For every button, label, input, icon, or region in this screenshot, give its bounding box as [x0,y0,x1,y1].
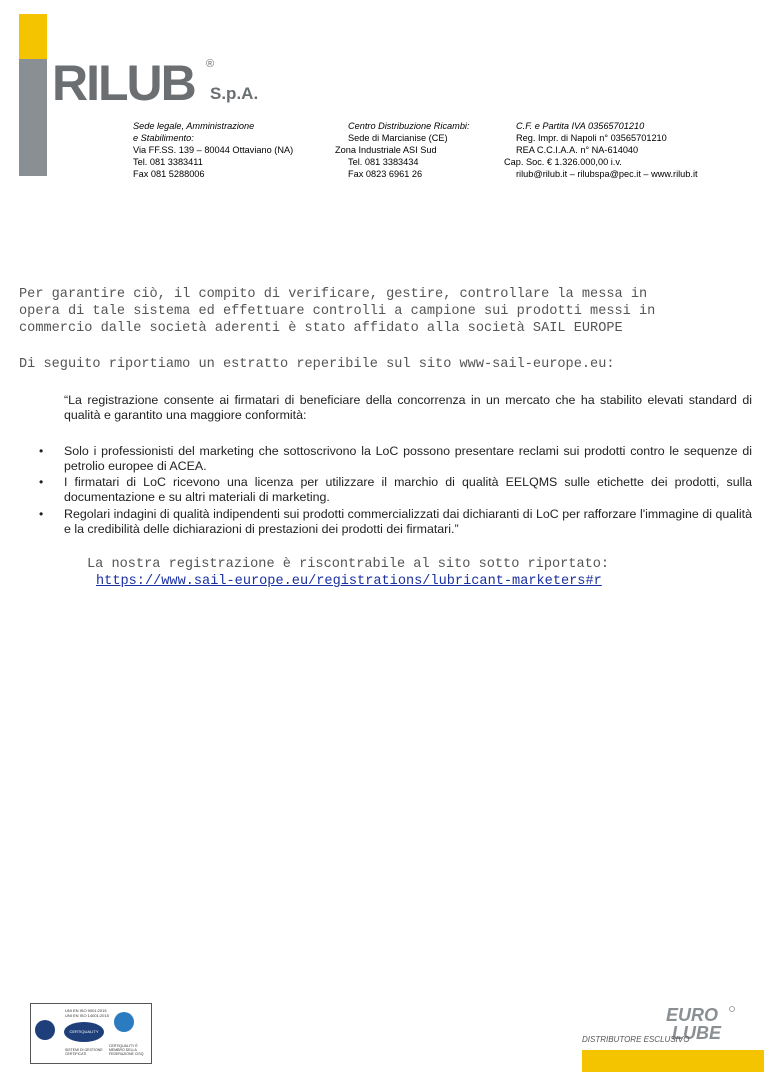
header-col-distribution [335,120,470,180]
footer-bar-yellow [582,1050,764,1072]
header-line: Cap. Soc. € 1.326.000,00 i.v. [504,157,622,167]
logo-registered-mark: ® [206,58,215,70]
cert-caption-right: CERTIQUALITY È MEMBRO DELLA FEDERAZIONE CISQ [109,1044,144,1056]
iqnet-seal-icon [35,1020,55,1040]
registration-link[interactable]: https://www.sail-europe.eu/registrations/lubricant-marketers#r [96,574,602,589]
rilub-logo-icon [52,58,215,106]
cert-standards [65,1008,109,1018]
header-line: REA C.C.I.A.A. n° NA-614040 [516,145,639,155]
header-line: e Stabilimento: [133,133,194,143]
logo-spa: S.p.A. [210,84,259,103]
brand-bar-yellow [19,14,47,59]
certification-badge [30,1003,152,1064]
header-col-company-info [504,120,698,180]
list-item [39,444,752,474]
list-item [39,507,752,537]
logo-wordmark: RILUB [52,58,195,106]
list-item [39,475,752,505]
cert-line: UNI EN ISO 9001:2015 [65,1008,107,1013]
header-col-headquarters [133,120,293,180]
excerpt-intro: Di seguito riportiamo un estratto reperibile sul sito www-sail-europe.eu: [19,357,615,372]
certiquality-seal-icon: CERTIQUALITY [64,1022,104,1042]
header-line: Zona Industriale ASI Sud [335,145,437,155]
header-line: Sede legale, Amministrazione [133,121,255,131]
accredia-seal-icon [114,1012,134,1032]
cert-caption-left: SISTEMI DI GESTIONE CERTIFICATI [65,1048,103,1056]
bullet-icon: • [39,475,44,489]
list-item-text: Regolari indagini di qualità indipendenti sui prodotti commercializzati dai dichiaranti di LoC per rafforzare l'immagine di qualità e la credibilità delle dichiarazioni di prestazioni dei prodotti dei firmatari.” [64,507,752,536]
quote-intro: “La registrazione consente ai firmatari di beneficiare della concorrenza in un mercato che ha stabilito elevati standard di qualità e garantito una maggiore conformità: [64,393,752,422]
header-line: Fax 0823 6961 26 [348,169,423,179]
paragraph-line: commercio dalle società aderenti è stato affidato alla società SAIL EUROPE [19,321,623,336]
company-logo [52,58,215,111]
header-line: Reg. Impr. di Napoli n° 03565701210 [516,133,667,143]
list-item-text: I firmatari di LoC ricevono una licenza per utilizzare il marchio di qualità EELQMS sulle etichette dei prodotti, sulla documentazione e su altri materiali di marketing. [64,475,752,504]
brand-bar-gray [19,59,47,176]
paragraph-line: opera di tale sistema ed effettuare controlli a campione sui prodotti messi in [19,304,656,319]
header-line: Via FF.SS. 139 – 80044 Ottaviano (NA) [133,145,294,155]
list-item-text: Solo i professionisti del marketing che sottoscrivono la LoC possono presentare reclami sui prodotti contro le sequenze di petrolio europee di ACEA. [64,444,752,473]
registration-note: La nostra registrazione è riscontrabile al sito sotto riportato: [87,557,610,572]
bullet-icon: • [39,444,44,458]
header-line: Centro Distribuzione Ricambi: [348,121,470,131]
intro-paragraph [19,286,655,337]
header-line: Tel. 081 3383411 [133,157,203,167]
distributor-label: DISTRIBUTORE ESCLUSIVO [582,1035,690,1044]
logo-text-top: EURO [666,1005,719,1025]
bullet-icon: • [39,507,44,521]
header-line: Tel. 081 3383434 [348,157,419,167]
paragraph-line: Per garantire ciò, il compito di verificare, gestire, controllare la messa in [19,287,648,302]
registered-icon [730,1007,735,1012]
logo-text-bottom: LUBE [672,1023,721,1043]
header-line: rilub@rilub.it – rilubspa@pec.it – www.rilub.it [516,169,698,179]
header-line: Fax 081 5288006 [133,169,205,179]
header-line: C.F. e Partita IVA 03565701210 [516,121,645,131]
cert-line: UNI EN ISO 14001:2015 [65,1013,109,1018]
header-line: Sede di Marcianise (CE) [348,133,448,143]
